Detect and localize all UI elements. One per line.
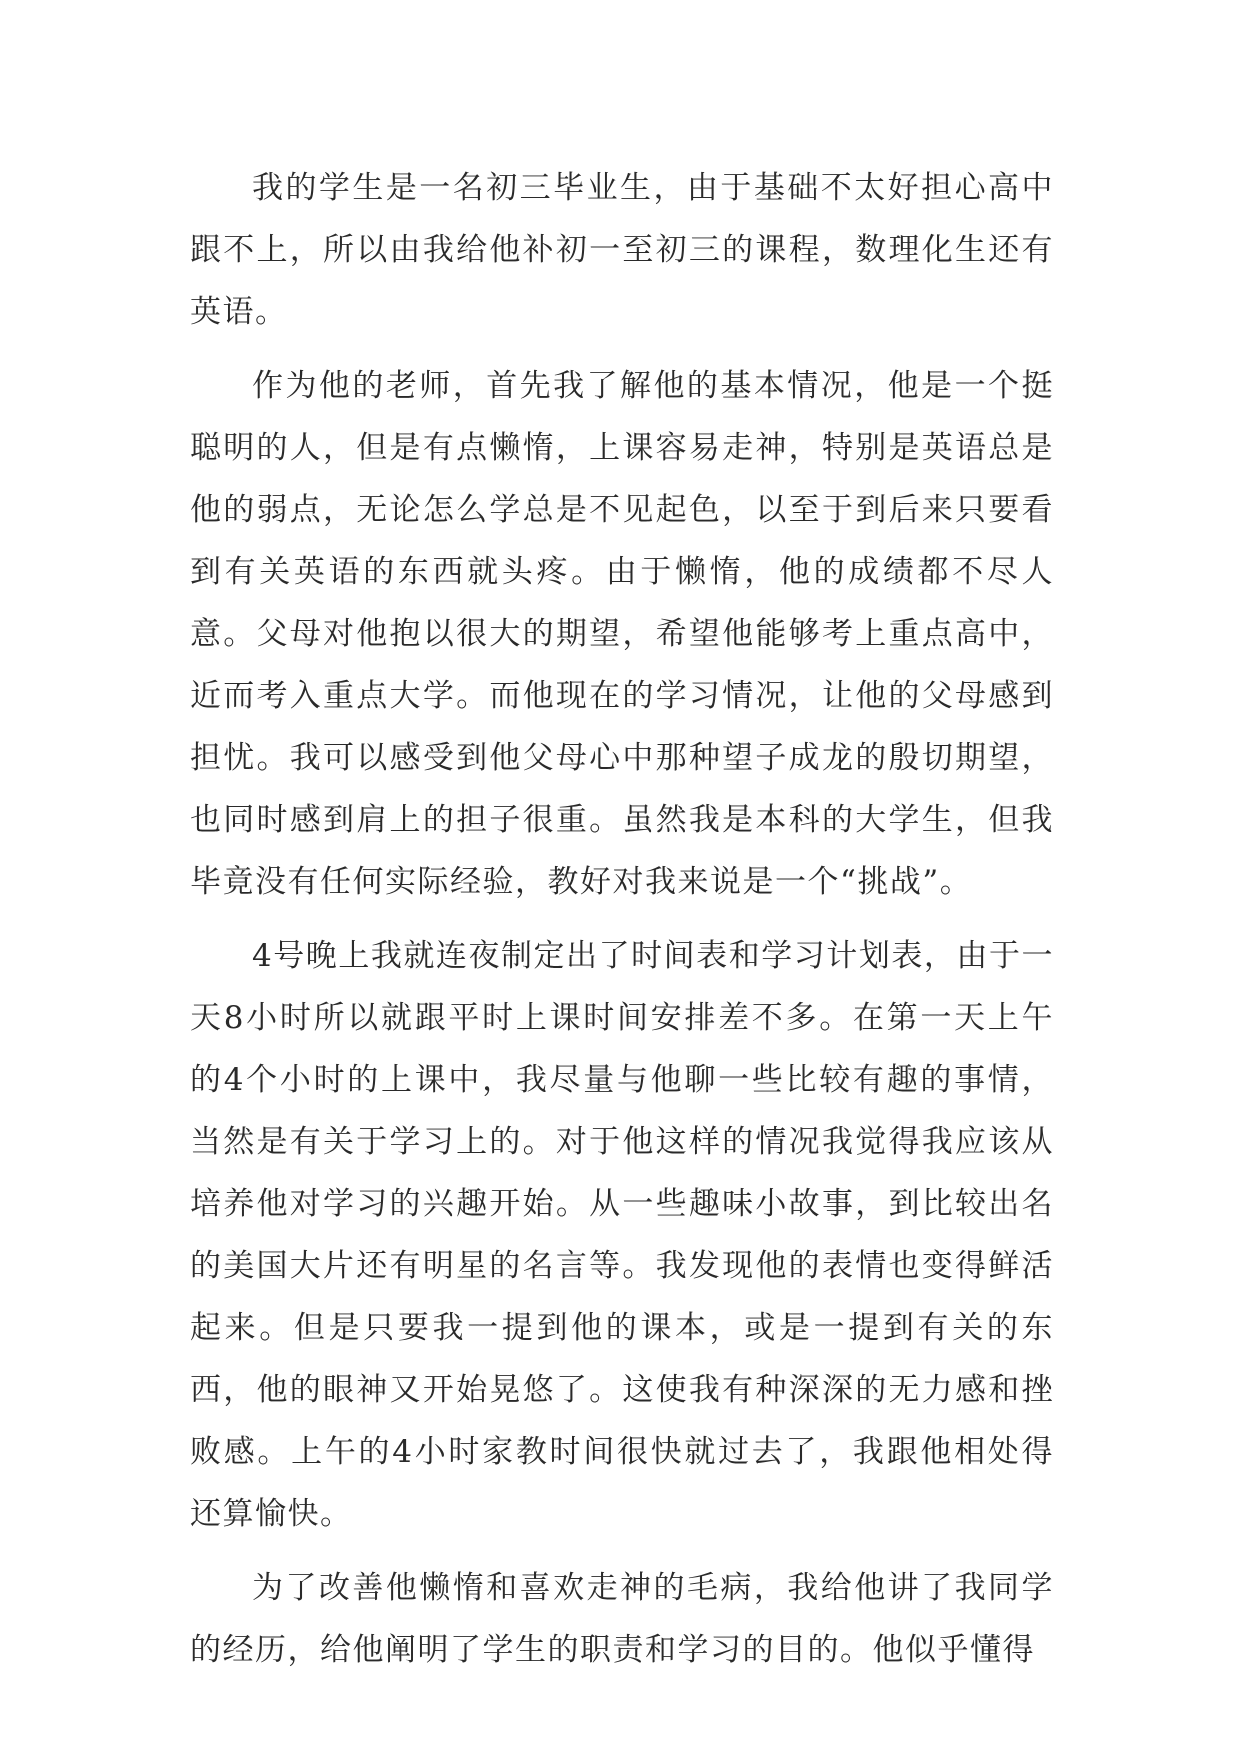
paragraph-2: 作为他的老师，首先我了解他的基本情况，他是一个挺聪明的人，但是有点懒惰，上课容易走神，特别是英语总是他的弱点，无论怎么学总是不见起色，以至于到后来只要看到有关英语的东西就头疼。由于懒惰，他的成绩都不尽人意。父母对他抱以很大的期望，希望他能够考上重点高中，近而考入重点大学。而他现在的学习情况，让他的父母感到担忧。我可以感受到他父母心中那种望子成龙的殷切期望，也同时感到肩上的担子很重。虽然我是本科的大学生，但我毕竟没有任何实际经验，教好对我来说是一个“挑战”。 — [190, 368, 1054, 900]
document-body — [190, 157, 1054, 1681]
paragraph-1: 我的学生是一名初三毕业生，由于基础不太好担心高中跟不上，所以由我给他补初一至初三的课程，数理化生还有英语。 — [190, 170, 1054, 330]
paragraph-4: 为了改善他懒惰和喜欢走神的毛病，我给他讲了我同学的经历，给他阐明了学生的职责和学习的目的。他似乎懂得 — [190, 1570, 1054, 1668]
paragraph-3: 4号晚上我就连夜制定出了时间表和学习计划表，由于一天8小时所以就跟平时上课时间安排差不多。在第一天上午的4个小时的上课中，我尽量与他聊一些比较有趣的事情，当然是有关于学习上的。对于他这样的情况我觉得我应该从培养他对学习的兴趣开始。从一些趣味小故事，到比较出名的美国大片还有明星的名言等。我发现他的表情也变得鲜活起来。但是只要我一提到他的课本，或是一提到有关的东西，他的眼神又开始晃悠了。这使我有种深深的无力感和挫败感。上午的4小时家教时间很快就过去了，我跟他相处得还算愉快。 — [190, 938, 1054, 1532]
